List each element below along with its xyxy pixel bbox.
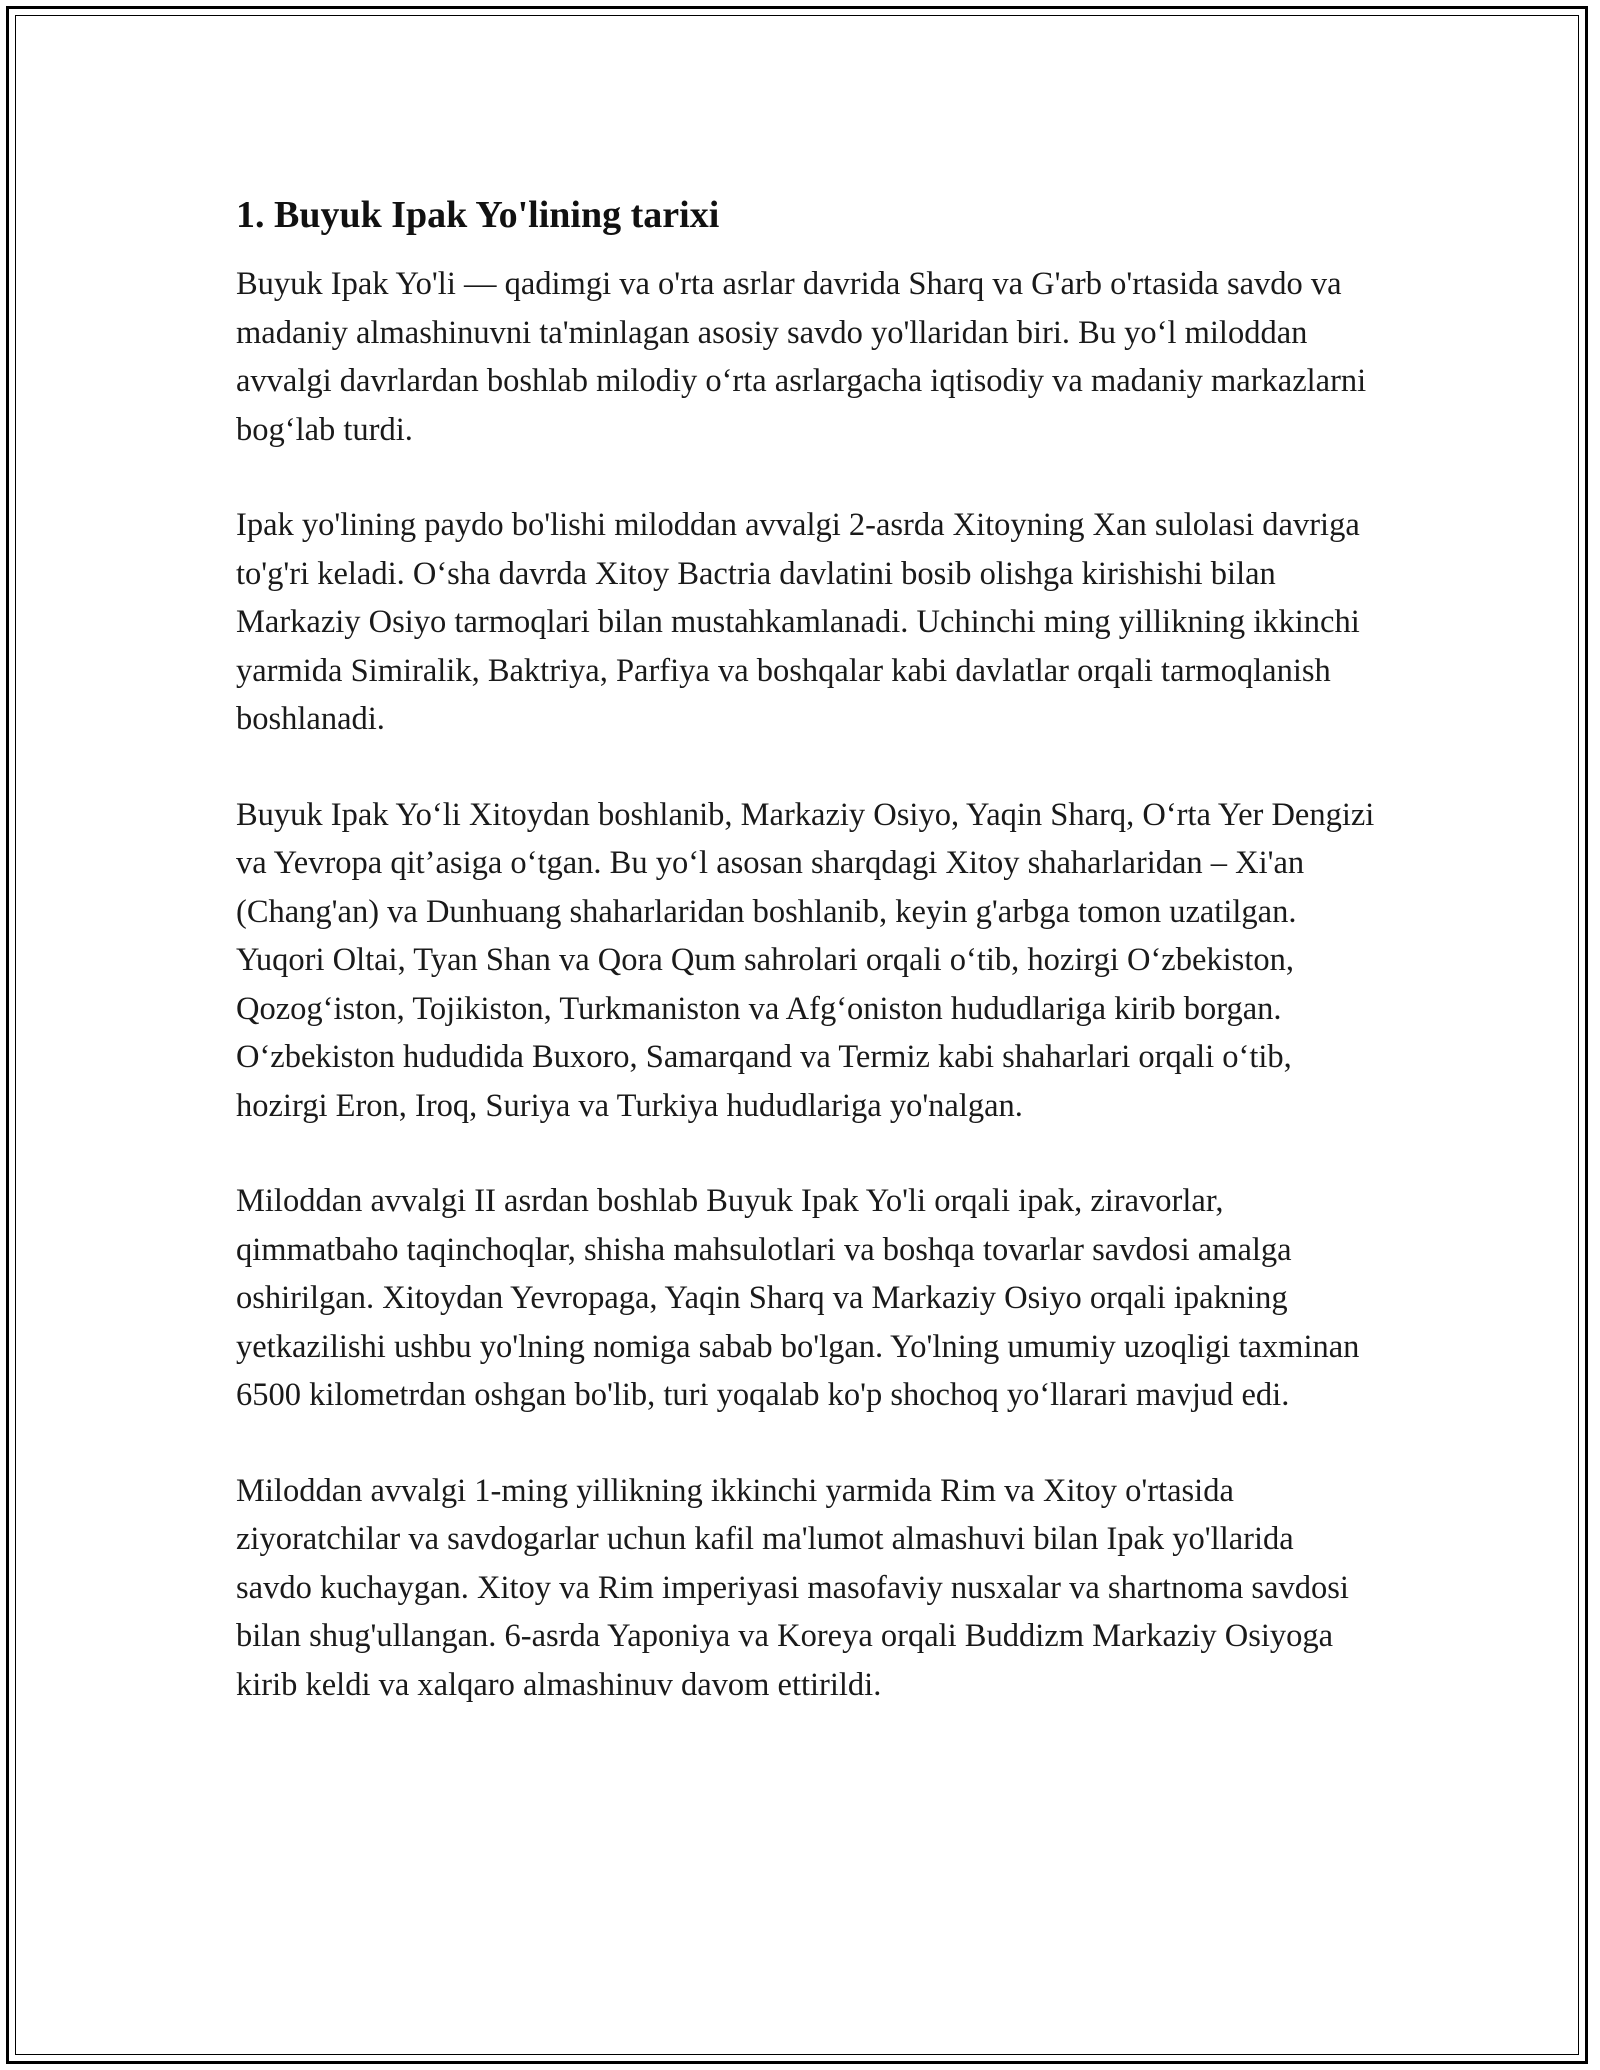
paragraph-1: Buyuk Ipak Yo'li — qadimgi va o'rta asrlar davrida Sharq va G'arb o'rtasida savdo va madaniy almashinuvni ta'minlagan asosiy savdo yo'llaridan biri. Bu yo‘l miloddan avvalgi davrlardan boshlab milodiy o‘rta asrlargacha iqtisodiy va madaniy markazlarni bog‘lab turdi. bbox=[236, 266, 1367, 448]
paragraph-5: Miloddan avvalgi 1-ming yillikning ikkinchi yarmida Rim va Xitoy o'rtasida ziyoratchilar va savdogarlar uchun kafil ma'lumot almashuvi bilan Ipak yo'llarida savdo kuchaygan. Xitoy va Rim imperiyasi masofaviy nusxalar va shartnoma savdosi bilan shug'ullangan. 6-asrda Yaponiya va Koreya orqali Buddizm Markaziy Osiyoga kirib keldi va xalqaro almashinuv davom ettirildi. bbox=[236, 1472, 1349, 1703]
paragraph-3: Buyuk Ipak Yo‘li Xitoydan boshlanib, Markaziy Osiyo, Yaqin Sharq, O‘rta Yer Dengizi va Yevropa qit’asiga o‘tgan. Bu yo‘l asosan sharqdagi Xitoy shaharlaridan – Xi'an (Chang'an) va Dunhuang shaharlaridan boshlanib, keyin g'arbga tomon uzatilgan. Yuqori Oltai, Tyan Shan va Qora Qum sahrolari orqali o‘tib, hozirgi O‘zbekiston, Qozog‘iston, Tojikiston, Turkmaniston va Afg‘oniston hududlariga kirib borgan. O‘zbekiston hududida Buxoro, Samarqand va Termiz kabi shaharlari orqali o‘tib, hozirgi Eron, Iroq, Suriya va Turkiya hududlariga yo'nalgan. bbox=[236, 796, 1375, 1124]
paragraph-2: Ipak yo'lining paydo bo'lishi miloddan avvalgi 2-asrda Xitoyning Xan sulolasi davriga to'g'ri keladi. O‘sha davrda Xitoy Bactria davlatini bosib olishga kirishishi bilan Markaziy Osiyo tarmoqlari bilan mustahkamlanadi. Uchinchi ming yillikning ikkinchi yarmida Simiralik, Baktriya, Parfiya va boshqalar kabi davlatlar orqali tarmoqlanish boshlanadi. bbox=[236, 507, 1360, 737]
document-body bbox=[236, 188, 1376, 1756]
section-heading: 1. Buyuk Ipak Yo'lining tarixi bbox=[236, 194, 720, 236]
paragraph-4: Miloddan avvalgi II asrdan boshlab Buyuk Ipak Yo'li orqali ipak, ziravorlar, qimmatbaho taqinchoqlar, shisha mahsulotlari va boshqa tovarlar savdosi amalga oshirilgan. Xitoydan Yevropaga, Yaqin Sharq va Markaziy Osiyo orqali ipakning yetkazilishi ushbu yo'lning nomiga sabab bo'lgan. Yo'lning umumiy uzoqligi taxminan 6500 kilometrdan oshgan bo'lib, turi yoqalab ko'p shochoq yo‘llarari mavjud edi. bbox=[236, 1183, 1360, 1413]
